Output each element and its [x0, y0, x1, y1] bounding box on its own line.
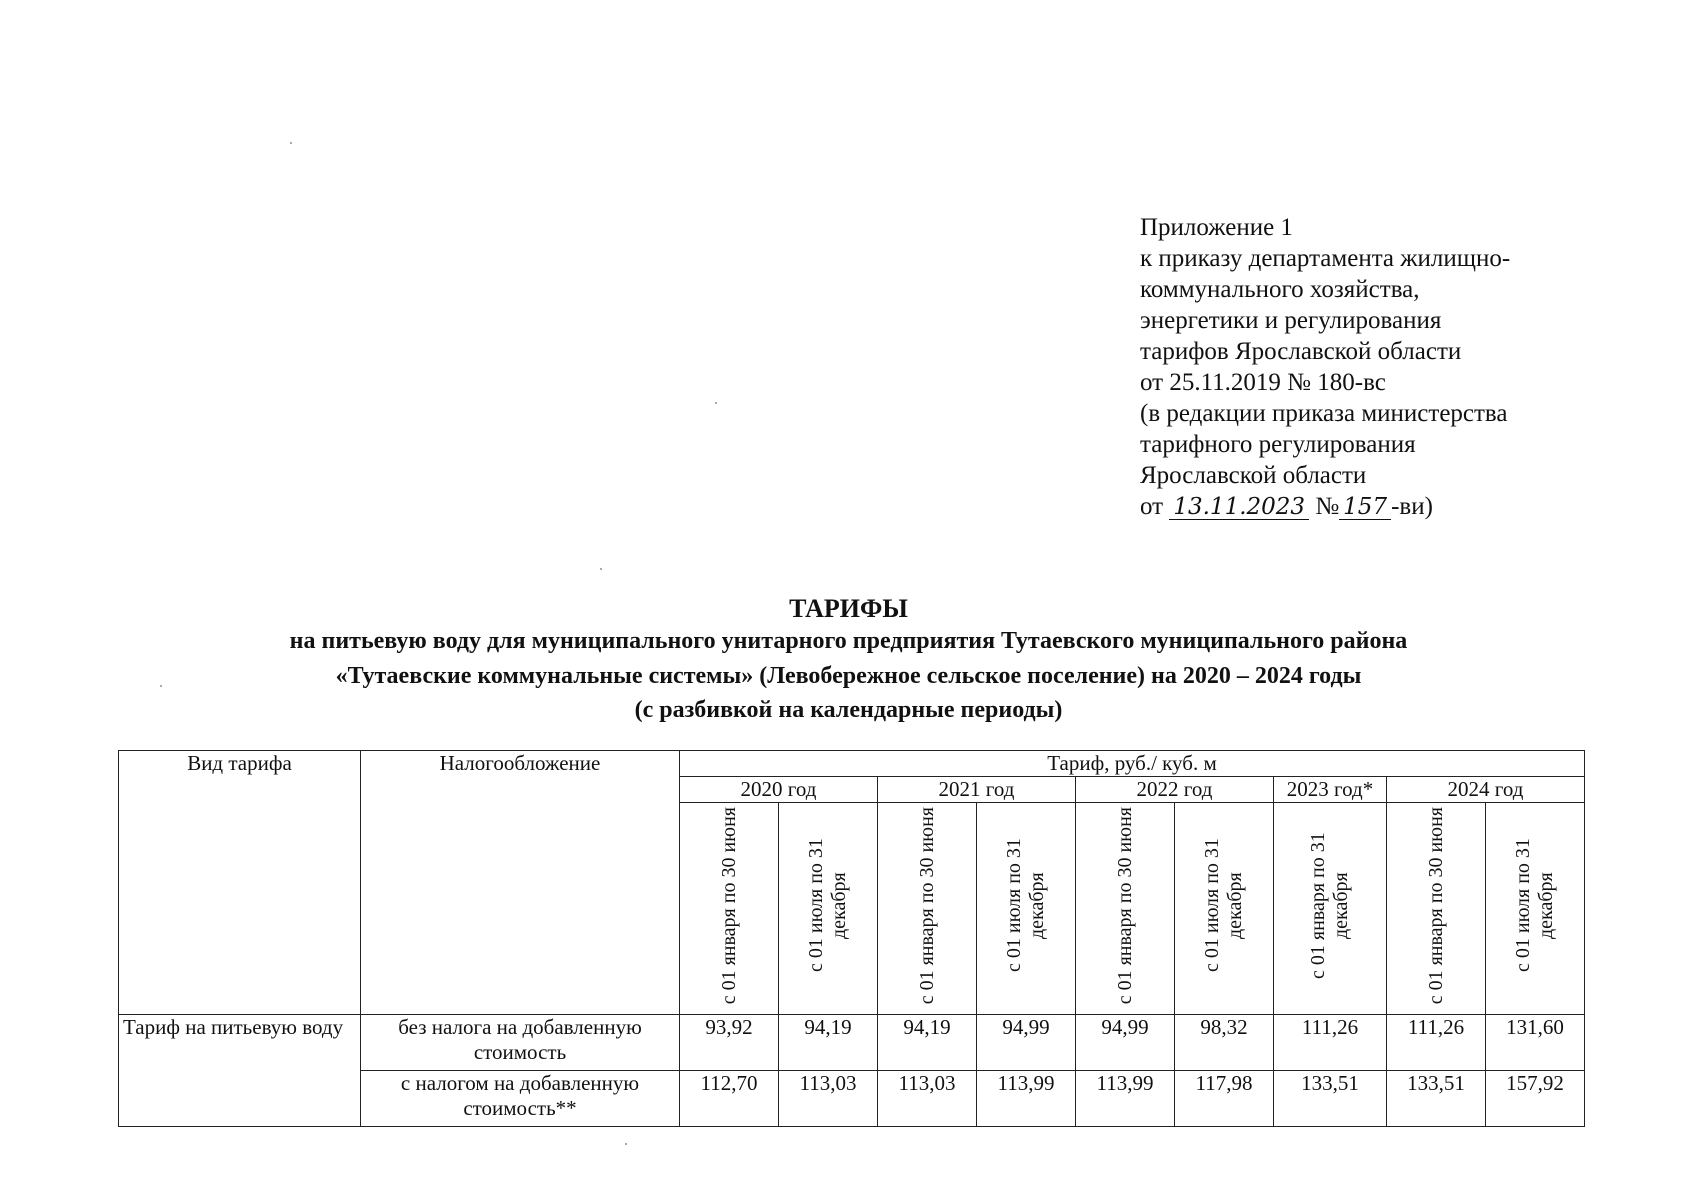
period-label: с 01 января по 30 июня	[717, 806, 740, 1005]
appendix-prefix: от	[1140, 493, 1164, 520]
value-cell: 117,98	[1175, 1071, 1274, 1127]
appendix-line: Приложение 1	[1140, 214, 1293, 241]
header-taxation: Налогообложение	[361, 751, 680, 1015]
value-cell: 98,32	[1175, 1015, 1274, 1071]
appendix-line: энергетики и регулирования	[1140, 307, 1442, 334]
header-year: 2023 год*	[1274, 777, 1387, 803]
period-label: с 01 января по 30 июня	[915, 806, 938, 1005]
appendix-line: тарифов Ярославской области	[1140, 338, 1462, 365]
tariffs-table	[118, 750, 1585, 1127]
header-tariff-type: Вид тарифа	[119, 751, 361, 1015]
header-tariff-unit: Тариф, руб./ куб. м	[680, 751, 1585, 777]
value-cell: 94,99	[977, 1015, 1076, 1071]
value-cell: 157,92	[1486, 1071, 1585, 1127]
tax-cell: без налога на добавленную стоимость	[361, 1015, 680, 1071]
appendix-line: (в редакции приказа министерства	[1140, 400, 1508, 427]
header-period	[977, 803, 1076, 1015]
value-cell: 133,51	[1387, 1071, 1486, 1127]
scan-speck	[160, 685, 162, 687]
handwritten-date: 13.11.2023	[1169, 495, 1309, 520]
appendix-line: Ярославской области	[1140, 462, 1367, 489]
value-cell: 111,26	[1274, 1015, 1387, 1071]
scan-speck	[290, 142, 292, 144]
header-period	[779, 803, 878, 1015]
scan-speck	[600, 568, 602, 570]
subtitle-line-2: «Тутаевские коммунальные системы» (Левобережное сельское поселение) на 2020 – 2024 годы	[335, 663, 1362, 689]
appendix-suffix: -ви)	[1391, 493, 1433, 520]
value-cell: 133,51	[1274, 1071, 1387, 1127]
value-cell: 93,92	[680, 1015, 779, 1071]
value-cell: 113,03	[878, 1071, 977, 1127]
value-cell: 94,19	[779, 1015, 878, 1071]
period-label: с 01 июля по 31 декабря	[1512, 838, 1557, 973]
appendix-line: к приказу департамента жилищно-	[1140, 245, 1511, 272]
value-cell: 94,99	[1076, 1015, 1175, 1071]
appendix-last-line	[1140, 491, 1660, 522]
value-cell: 112,70	[680, 1071, 779, 1127]
appendix-line: от 25.11.2019 № 180-вс	[1140, 369, 1386, 396]
header-period	[878, 803, 977, 1015]
period-label: с 01 января по 30 июня	[1424, 806, 1447, 1005]
tax-cell: с налогом на добавленную стоимость**	[361, 1071, 680, 1127]
header-period	[1175, 803, 1274, 1015]
header-year: 2020 год	[680, 777, 878, 803]
subtitle-line-1: на питьевую воду для муниципального унитарного предприятия Тутаевского муниципального района	[289, 628, 1408, 654]
header-year: 2022 год	[1076, 777, 1274, 803]
period-label: с 01 июля по 31 декабря	[1003, 838, 1048, 973]
header-period	[1486, 803, 1585, 1015]
value-cell: 131,60	[1486, 1015, 1585, 1071]
header-period	[1387, 803, 1486, 1015]
period-label: с 01 июля по 31 декабря	[1201, 838, 1246, 973]
value-cell: 111,26	[1387, 1015, 1486, 1071]
header-year: 2021 год	[878, 777, 1076, 803]
subtitle-line-3: (с разбивкой на календарные периоды)	[634, 697, 1063, 723]
header-year: 2024 год	[1387, 777, 1585, 803]
value-cell: 94,19	[878, 1015, 977, 1071]
document-title: ТАРИФЫ	[789, 594, 908, 623]
tariff-name-cell: Тариф на питьевую воду	[119, 1015, 361, 1127]
appendix-line: тарифного регулирования	[1140, 431, 1416, 458]
period-label: с 01 января по 30 июня	[1113, 806, 1136, 1005]
appendix-line: коммунального хозяйства,	[1140, 276, 1420, 303]
value-cell: 113,03	[779, 1071, 878, 1127]
header-period	[1274, 803, 1387, 1015]
value-cell: 113,99	[1076, 1071, 1175, 1127]
scan-speck	[715, 402, 717, 404]
scan-speck	[625, 1143, 627, 1145]
appendix-block	[1140, 212, 1660, 522]
period-label: с 01 июля по 31 декабря	[805, 838, 850, 973]
header-period	[1076, 803, 1175, 1015]
value-cell: 113,99	[977, 1071, 1076, 1127]
period-label: с 01 января по 31 декабря	[1307, 832, 1352, 979]
handwritten-number: 157	[1339, 495, 1391, 520]
header-period	[680, 803, 779, 1015]
number-sign: №	[1315, 493, 1340, 520]
